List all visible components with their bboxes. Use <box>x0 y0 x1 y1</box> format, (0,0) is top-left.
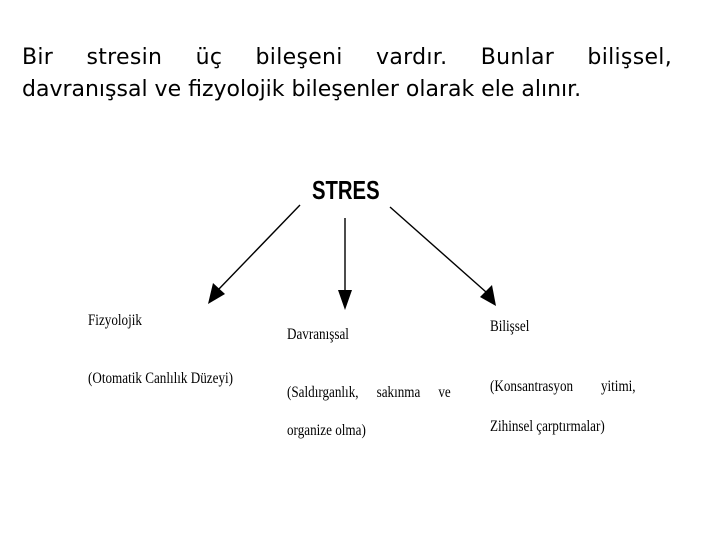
root-node-stres: STRES <box>312 175 380 205</box>
branch-physiological-title: Fizyolojik <box>88 312 142 329</box>
branch-behavioral-detail-2: organize olma) <box>287 422 366 439</box>
arrow-to-behavioral <box>338 218 352 310</box>
branch-behavioral-detail-1: (Saldırganlık, sakınma ve <box>287 384 451 401</box>
arrow-to-physiological <box>208 205 300 304</box>
branch-physiological-detail-1: (Otomatik Canlılık Düzeyi) <box>88 370 234 387</box>
branch-cognitive-detail-1: (Konsantrasyon yitimi, <box>490 378 636 395</box>
branch-cognitive-title: Bilişsel <box>490 318 530 335</box>
arrow-to-cognitive <box>390 207 496 306</box>
intro-line-2: davranışsal ve fizyolojik bileşenler olarak ele alınır. <box>22 76 582 102</box>
branch-behavioral-title: Davranışsal <box>287 326 349 343</box>
branch-cognitive-detail-2: Zihinsel çarptırmalar) <box>490 418 605 435</box>
intro-line-1: Bir stresin üç bileşeni vardır. Bunlar bilişsel, <box>22 45 672 70</box>
